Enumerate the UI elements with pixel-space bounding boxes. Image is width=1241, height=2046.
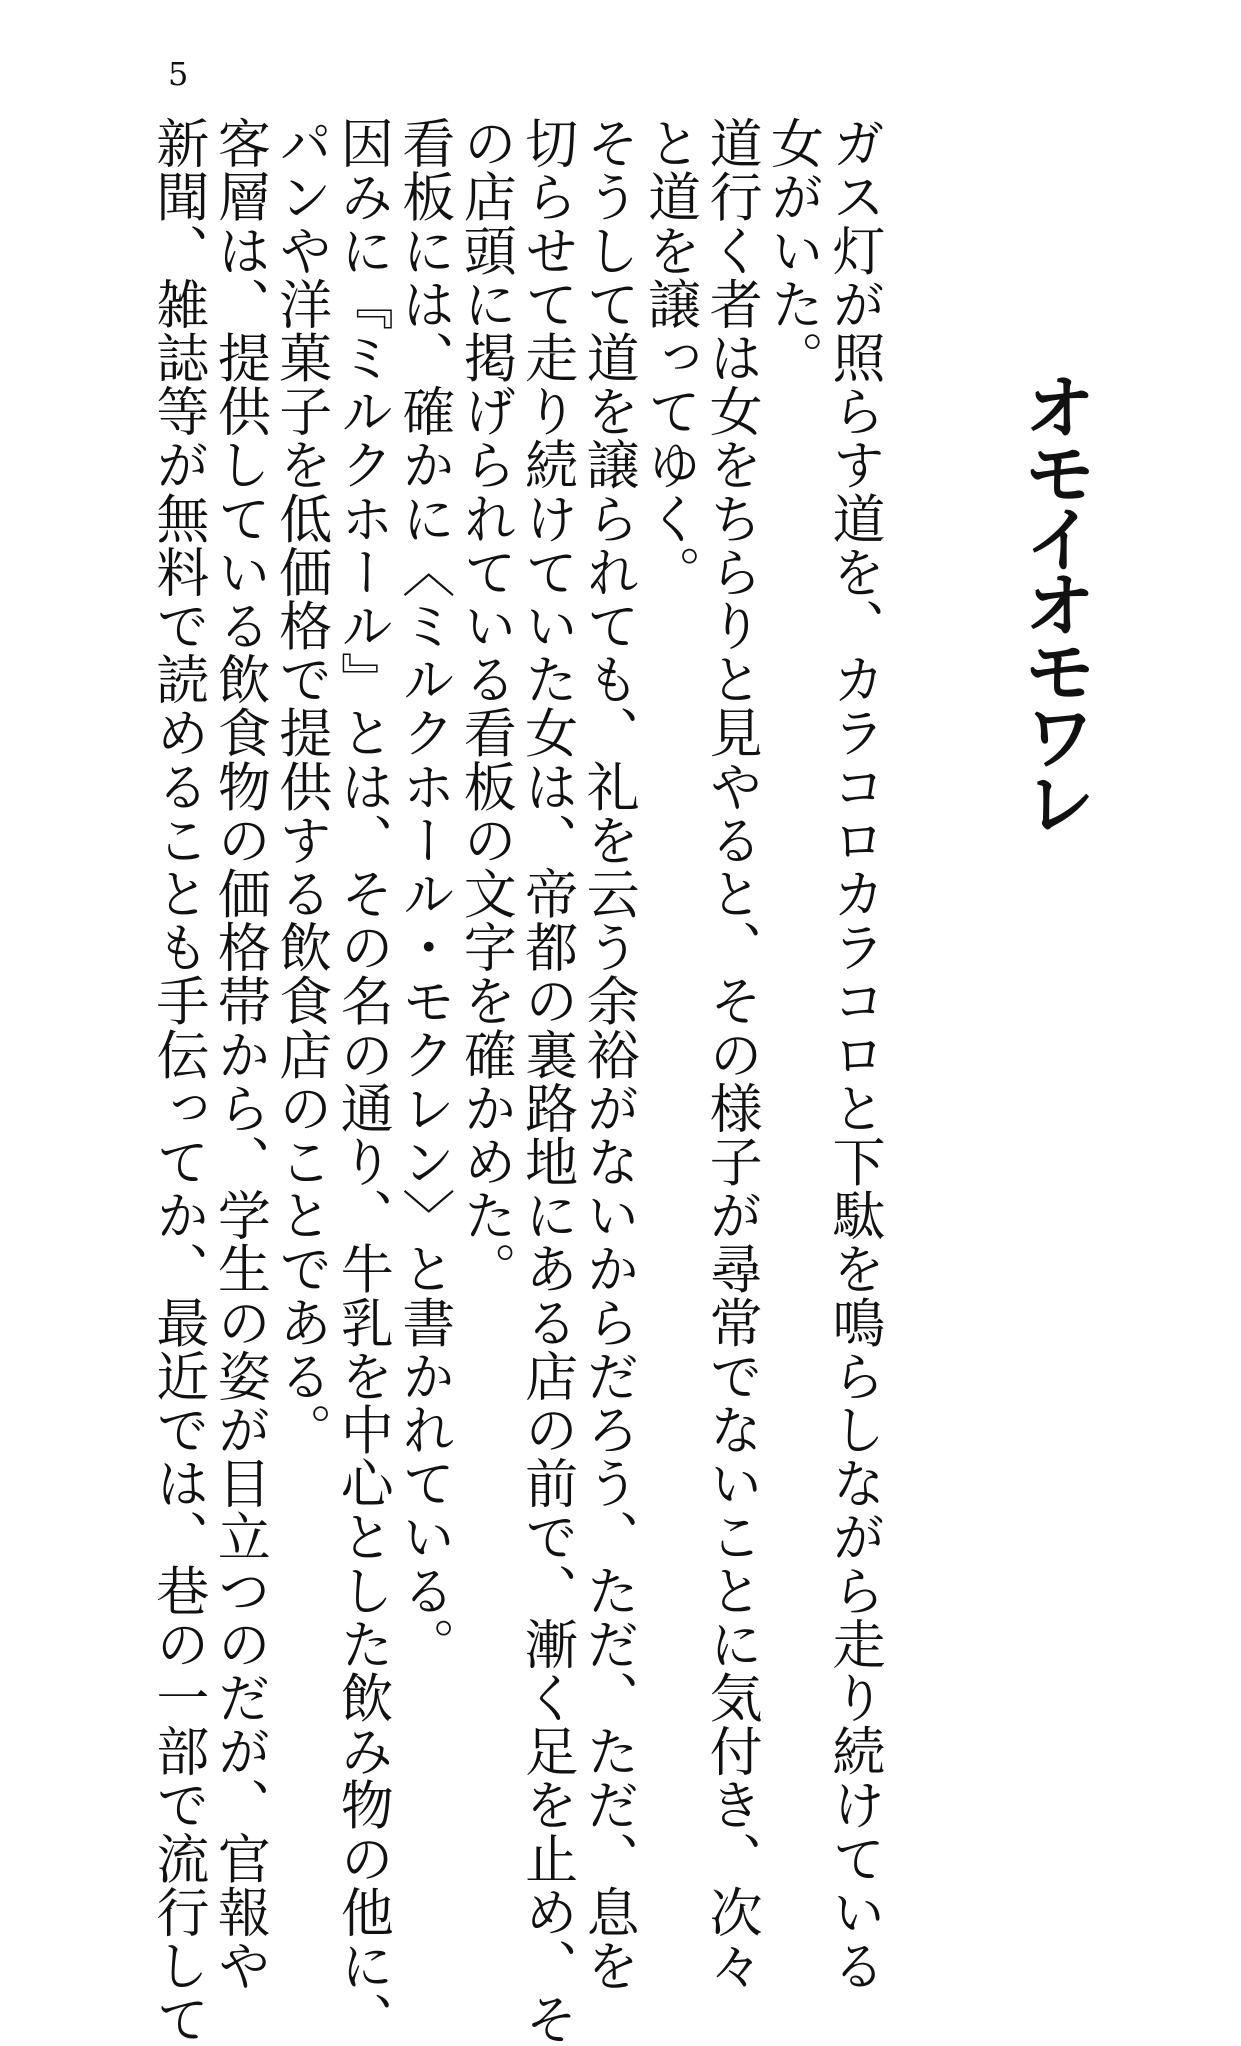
page-number: 5 [168, 55, 189, 93]
text-line: ガス灯が照らす道を、カラコロカラコロと下駄を鳴らしながら走り続けている [824, 116, 885, 1992]
text-line: 客層は、提供している飲食物の価格帯から、学生の姿が目立つのだが、官報や [209, 116, 271, 1992]
body-text [147, 116, 885, 2046]
text-line: 道行く者は女をちらりと見やると、その様子が尋常でないことに気付き、次々 [701, 116, 763, 1992]
text-line: パンや洋菓子を低価格で提供する飲食店のことである。 [270, 116, 332, 1456]
text-line: と道を譲ってゆく。 [639, 116, 701, 599]
text-line: 看板には、確かに〈ミルクホール・モクレン〉と書かれている。 [393, 116, 455, 1671]
text-line: 女がいた。 [762, 116, 824, 384]
chapter-title: オモイオモワレ [1012, 370, 1096, 832]
text-line: 新聞、雑誌等が無料で読めることも手伝ってか、最近では、巷の一部で流行して [147, 116, 209, 2046]
text-line: の店頭に掲げられている看板の文字を確かめた。 [455, 116, 517, 1296]
text-line: 切らせて走り続けていた女は、帝都の裏路地にある店の前で、漸く足を止め、そ [516, 116, 578, 2046]
text-line: そうして道を譲られても、礼を云う余裕がないからだろう、ただ、ただ、息を [578, 116, 640, 1992]
text-line: 因みに『ミルクホール』とは、その名の通り、牛乳を中心とした飲み物の他に、 [332, 116, 394, 2046]
